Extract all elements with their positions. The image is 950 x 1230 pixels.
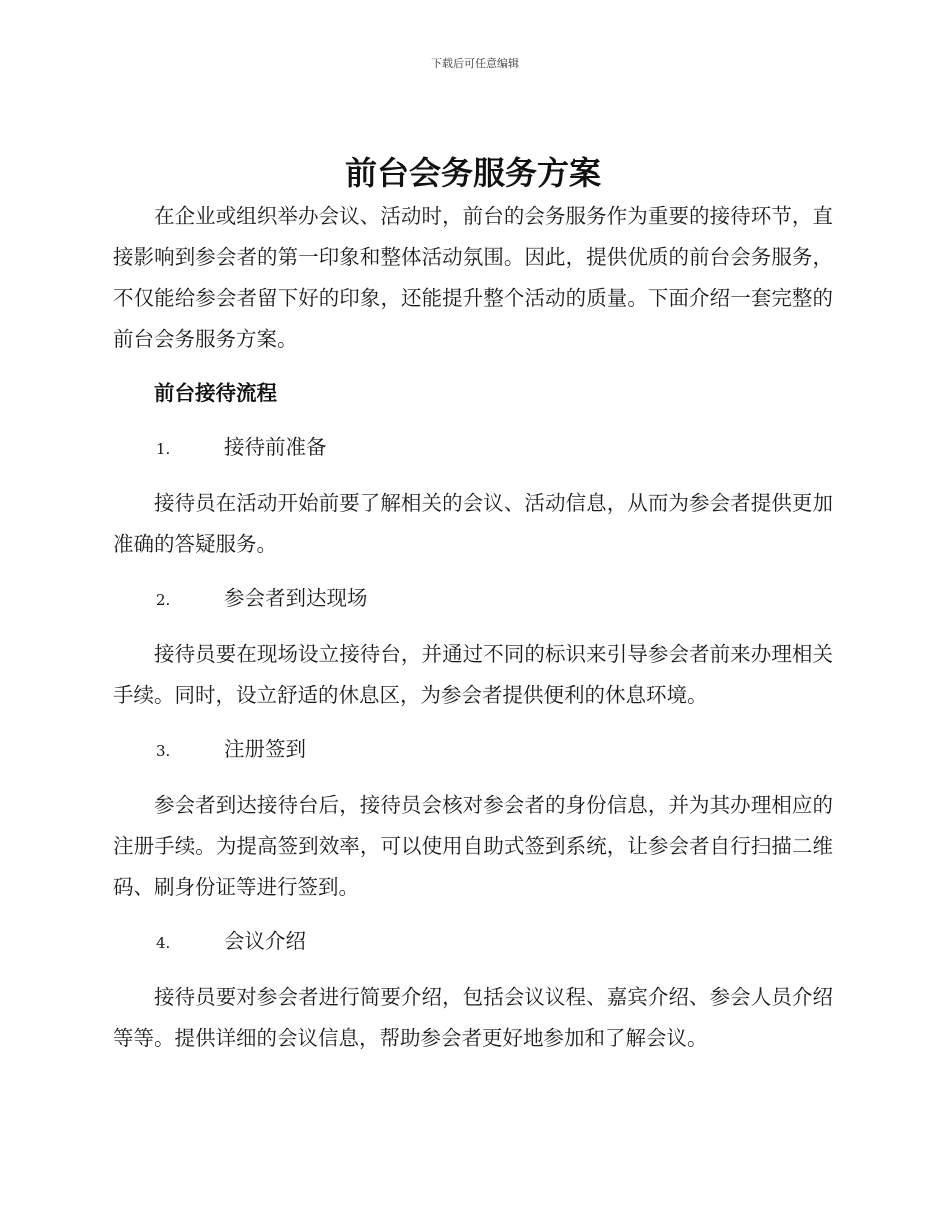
list-label: 接待前准备 xyxy=(224,435,327,459)
list-number: 1. xyxy=(156,440,171,458)
list-item xyxy=(113,921,833,964)
list-label: 注册签到 xyxy=(224,737,306,761)
list-label: 参会者到达现场 xyxy=(224,586,368,610)
list-number: 3. xyxy=(156,742,171,760)
list-body: 接待员要对参会者进行简要介绍，包括会议议程、嘉宾介绍、参会人员介绍等等。提供详细的会议信息，帮助参会者更好地参加和了解会议。 xyxy=(113,985,833,1050)
list-item xyxy=(113,578,833,621)
page-title: 前台会务服务方案 xyxy=(344,154,601,192)
list-body: 参会者到达接待台后，接待员会核对参会者的身份信息，并为其办理相应的注册手续。为提高签到效率，可以使用自助式签到系统，让参会者自行扫描二维码、刷身份证等进行签到。 xyxy=(113,793,833,899)
list-body: 接待员要在现场设立接待台，并通过不同的标识来引导参会者前来办理相关手续。同时，设立舒适的休息区，为参会者提供便利的休息环境。 xyxy=(113,642,833,707)
intro-paragraph: 在企业或组织举办会议、活动时，前台的会务服务作为重要的接待环节，直接影响到参会者的第一印象和整体活动氛围。因此，提供优质的前台会务服务，不仅能给参会者留下好的印象，还能提升整个活动的质量。下面介绍一套完整的前台会务服务方案。 xyxy=(113,204,833,351)
section-heading: 前台接待流程 xyxy=(154,381,277,405)
list-number: 4. xyxy=(156,934,171,952)
list-body: 接待员在活动开始前要了解相关的会议、活动信息，从而为参会者提供更加准确的答疑服务。 xyxy=(113,491,833,556)
header-note: 下载后可任意编辑 xyxy=(431,57,519,70)
list-item xyxy=(113,729,833,772)
list-label: 会议介绍 xyxy=(224,929,306,953)
list-item xyxy=(113,427,833,470)
list-number: 2. xyxy=(156,591,171,609)
document-body xyxy=(113,150,833,1059)
